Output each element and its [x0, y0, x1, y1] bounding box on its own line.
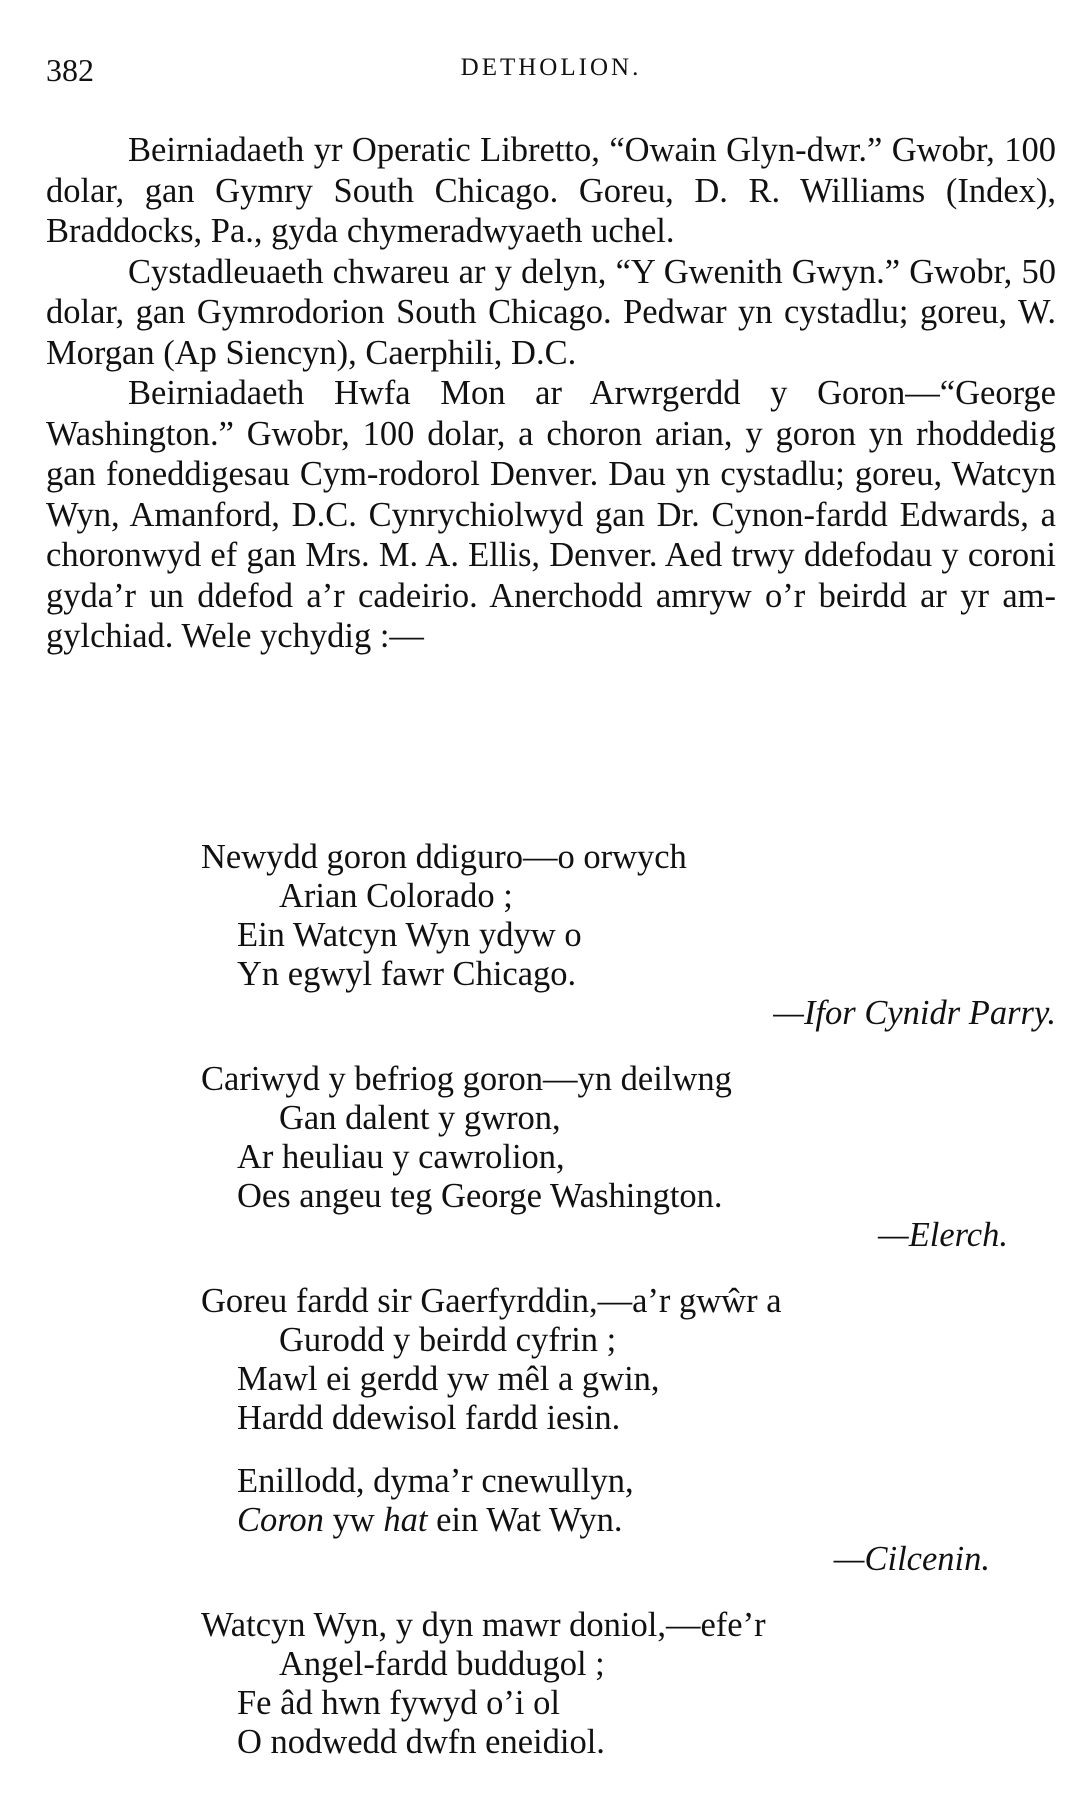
poem-watcyn-wyn: [46, 1606, 1056, 1762]
stanza-spacer: [46, 1579, 1056, 1606]
poem-line: Cariwyd y befriog goron—yn deilwng: [201, 1060, 732, 1098]
poem-line: O nodwedd dwfn eneidiol.: [237, 1723, 605, 1761]
stanza-spacer: [46, 1033, 1056, 1060]
poem-text: ein Wat Wyn.: [427, 1501, 623, 1539]
poem-cilcenin: [46, 1282, 1056, 1579]
poem-line: Watcyn Wyn, y dyn mawr doniol,—efe’r: [201, 1606, 766, 1644]
poem-ifor-cynidr-parry: [46, 838, 1056, 1033]
poem-line: Enillodd, dyma’r cnewullyn,: [237, 1462, 634, 1500]
paragraph-crown-adjudication: Beirniadaeth Hwfa Mon ar Arwrgerdd y Goron—“George Washington.” Gwobr, 100 dolar, a choron arian, y goron yn rhoddedig gan foneddigesau Cym-rodorol Denver. Dau yn cystadlu; goreu, Watcyn Wyn, Amanford, D.C. Cynrychiolwyd gan Dr. Cynon-fardd Edwards, a choronwyd ef gan Mrs. M. A. Ellis, Denver. Aed trwy ddefodau y coroni gyda’r un ddefod a’r cadeirio. Anerchodd amryw o’r beirdd ar yr am-gylchiad. Wele ychydig :—: [46, 374, 1056, 655]
poem-line: Goreu fardd sir Gaerfyrddin,—a’r gwŵr a: [201, 1282, 782, 1320]
poem-line: Gurodd y beirdd cyfrin ;: [279, 1321, 617, 1359]
stanza-spacer: [46, 1255, 1056, 1282]
paragraph-libretto: Beirniadaeth yr Operatic Libretto, “Owain Glyn-dwr.” Gwobr, 100 dolar, gan Gymry South Chicago. Goreu, D. R. Williams (Index), Braddocks, Pa., gyda chymeradwyaeth uchel.: [46, 131, 1056, 250]
poem-line: Yn egwyl fawr Chicago.: [237, 955, 577, 993]
poem-text: yw: [323, 1501, 384, 1539]
prose-section: [46, 130, 1056, 657]
poem-line: Hardd ddewisol fardd iesin.: [237, 1399, 621, 1437]
poem-line: Mawl ei gerdd yw mêl a gwin,: [237, 1360, 660, 1398]
poem-line: Newydd goron ddiguro—o orwych: [201, 838, 687, 876]
poem-attribution: —Cilcenin.: [833, 1540, 990, 1578]
poem-line: Angel-fardd buddugol ;: [279, 1645, 605, 1683]
poem-elerch: [46, 1060, 1056, 1255]
poem-attribution: —Elerch.: [878, 1216, 1008, 1254]
paragraph-harp-competition: Cystadleuaeth chwareu ar y delyn, “Y Gwenith Gwyn.” Gwobr, 50 dolar, gan Gymrodorion South Chicago. Pedwar yn cystadlu; goreu, W. Morgan (Ap Siencyn), Caerphili, D.C.: [46, 252, 1056, 372]
couplet-spacer: [46, 1438, 1056, 1462]
italic-word: hat: [383, 1501, 428, 1539]
poem-line: Arian Colorado ;: [279, 877, 513, 915]
poem-line: Ar heuliau y cawrolion,: [237, 1138, 565, 1176]
italic-word: Coron: [237, 1501, 324, 1539]
poem-line-couplet: [46, 1501, 1056, 1540]
poem-line: Gan dalent y gwron,: [279, 1099, 561, 1137]
running-title: DETHOLION.: [460, 54, 642, 81]
page-number: 382: [46, 52, 94, 88]
poem-line: Oes angeu teg George Washington.: [237, 1177, 723, 1215]
poem-line: Ein Watcyn Wyn ydyw o: [237, 916, 582, 954]
poem-attribution: —Ifor Cynidr Parry.: [773, 994, 1056, 1032]
poems-section: [46, 838, 1056, 1762]
poem-line: Fe âd hwn fywyd o’i ol: [237, 1684, 560, 1722]
page-header: [46, 52, 1056, 92]
